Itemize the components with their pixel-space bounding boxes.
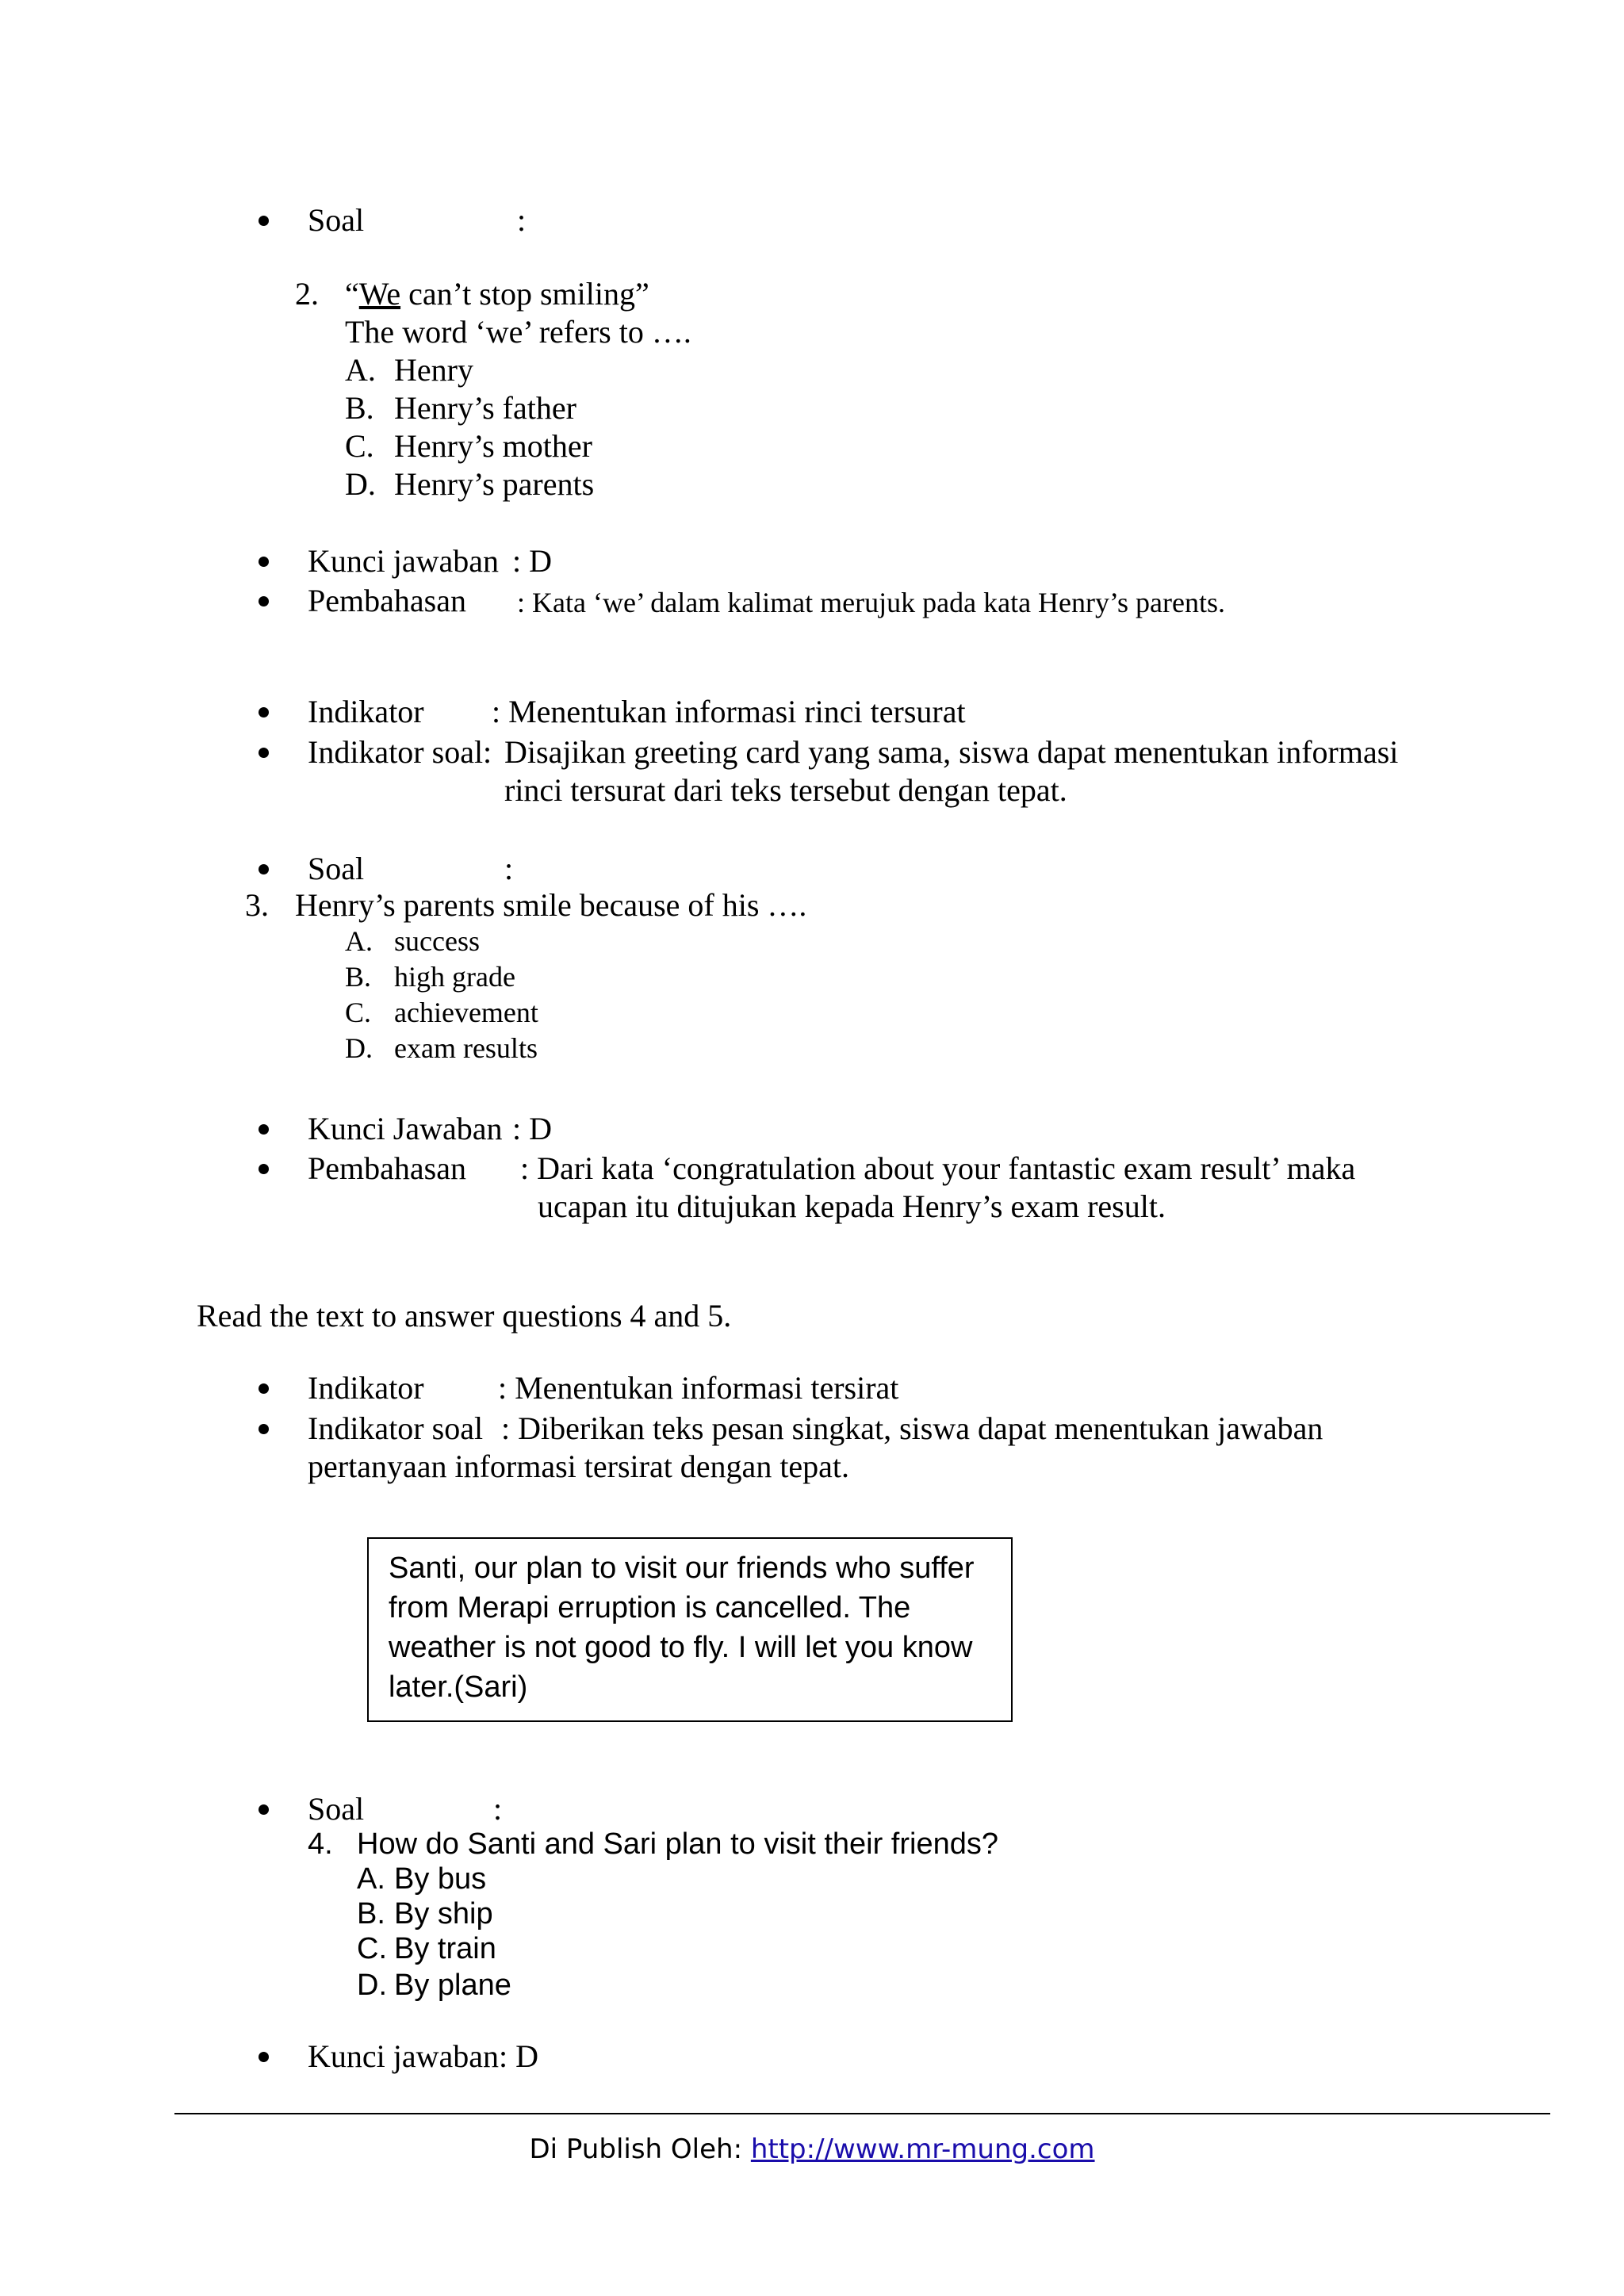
kunci-label: Kunci jawaban: D bbox=[308, 2038, 539, 2074]
message-line: weather is not good to fly. I will let you know bbox=[389, 1631, 973, 1664]
pembahasan-text: : Kata ‘we’ dalam kalimat merujuk pada kata Henry’s parents. bbox=[517, 587, 1225, 618]
bullet bbox=[259, 1424, 269, 1434]
option-letter: D. bbox=[345, 466, 376, 502]
bullet bbox=[259, 1164, 269, 1174]
read-instruction: Read the text to answer questions 4 and 5. bbox=[197, 1298, 732, 1334]
footer bbox=[0, 2133, 1624, 2166]
bullet bbox=[259, 216, 269, 226]
quote-word: We bbox=[358, 276, 401, 312]
option-text: success bbox=[394, 925, 480, 957]
option-letter: A. bbox=[357, 1862, 385, 1896]
kunci-label: Kunci jawaban bbox=[308, 543, 500, 579]
option-text: Henry’s mother bbox=[394, 428, 592, 464]
soal-label: Soal bbox=[308, 851, 365, 886]
message-line: from Merapi erruption is cancelled. The bbox=[389, 1591, 911, 1624]
bullet bbox=[259, 1383, 269, 1394]
soal-colon: : bbox=[504, 851, 514, 886]
option-text: By ship bbox=[394, 1897, 493, 1931]
pembahasan-label: Pembahasan bbox=[308, 1150, 466, 1186]
option-letter: C. bbox=[345, 428, 374, 464]
soal-colon: : bbox=[517, 202, 527, 238]
option-letter: B. bbox=[357, 1897, 385, 1931]
indikator-soal-line: rinci tersurat dari teks tersebut dengan tepat. bbox=[504, 772, 1067, 808]
question-text: How do Santi and Sari plan to visit their friends? bbox=[357, 1827, 998, 1861]
indikator-soal-line: : Diberikan teks pesan singkat, siswa dapat menentukan jawaban bbox=[501, 1410, 1323, 1446]
kunci-value: : D bbox=[512, 1111, 552, 1146]
question-text: The word ‘we’ refers to …. bbox=[345, 314, 691, 350]
message-box bbox=[367, 1537, 1013, 1722]
option-letter: B. bbox=[345, 390, 374, 426]
option-letter: C. bbox=[357, 1932, 387, 1965]
indikator-label: Indikator bbox=[308, 1370, 424, 1406]
indikator-soal-label: Indikator soal bbox=[308, 1410, 484, 1446]
option-letter: C. bbox=[345, 997, 372, 1028]
soal-label: Soal bbox=[308, 202, 365, 238]
indikator-soal-line: pertanyaan informasi tersirat dengan tepat. bbox=[308, 1448, 850, 1484]
soal-colon: : bbox=[493, 1791, 503, 1827]
bullet bbox=[259, 1804, 269, 1815]
option-text: achievement bbox=[394, 997, 538, 1028]
bullet bbox=[259, 748, 269, 758]
option-letter: A. bbox=[345, 925, 373, 957]
question-number: 2. bbox=[295, 276, 319, 312]
indikator-label: Indikator bbox=[308, 694, 424, 729]
quote-open: “ bbox=[345, 276, 359, 312]
bullet bbox=[259, 2052, 269, 2062]
option-text: Henry’s parents bbox=[394, 466, 595, 502]
indikator-soal-line: Disajikan greeting card yang sama, siswa dapat menentukan informasi bbox=[504, 734, 1399, 770]
footer-divider bbox=[174, 2113, 1550, 2114]
option-text: By plane bbox=[394, 1969, 511, 2002]
kunci-label: Kunci Jawaban bbox=[308, 1111, 503, 1146]
message-line: later.(Sari) bbox=[389, 1670, 528, 1704]
pembahasan-line: ucapan itu ditujukan kepada Henry’s exam result. bbox=[538, 1188, 1166, 1224]
question-number: 3. bbox=[245, 887, 269, 923]
option-text: Henry bbox=[394, 352, 473, 388]
option-letter: D. bbox=[345, 1032, 373, 1064]
kunci-value: : D bbox=[512, 543, 552, 579]
option-text: high grade bbox=[394, 961, 515, 993]
indikator-text: : Menentukan informasi tersirat bbox=[498, 1370, 899, 1406]
quote-line bbox=[345, 275, 649, 313]
bullet bbox=[259, 1124, 269, 1135]
message-line: Santi, our plan to visit our friends who suffer bbox=[389, 1552, 975, 1585]
soal-label: Soal bbox=[308, 1791, 365, 1827]
quote-rest: can’t stop smiling” bbox=[400, 276, 649, 312]
bullet bbox=[259, 864, 269, 874]
option-text: Henry’s father bbox=[394, 390, 576, 426]
pembahasan-line: : Dari kata ‘congratulation about your fantastic exam result’ maka bbox=[520, 1150, 1356, 1186]
bullet bbox=[259, 707, 269, 718]
question-number: 4. bbox=[308, 1827, 333, 1861]
option-text: By bus bbox=[394, 1862, 487, 1896]
option-letter: A. bbox=[345, 352, 376, 388]
question-text: Henry’s parents smile because of his …. bbox=[295, 887, 807, 923]
bullet bbox=[259, 596, 269, 607]
option-text: By train bbox=[394, 1932, 496, 1965]
footer-link[interactable]: http://www.mr-mung.com bbox=[750, 2133, 1095, 2165]
bullet bbox=[259, 557, 269, 567]
option-letter: B. bbox=[345, 961, 372, 993]
option-text: exam results bbox=[394, 1032, 538, 1064]
pembahasan-label: Pembahasan bbox=[308, 583, 466, 618]
option-letter: D. bbox=[357, 1969, 387, 2002]
indikator-text: : Menentukan informasi rinci tersurat bbox=[492, 694, 966, 729]
footer-label: Di Publish Oleh: bbox=[529, 2133, 751, 2165]
indikator-soal-label: Indikator soal: bbox=[308, 734, 492, 770]
